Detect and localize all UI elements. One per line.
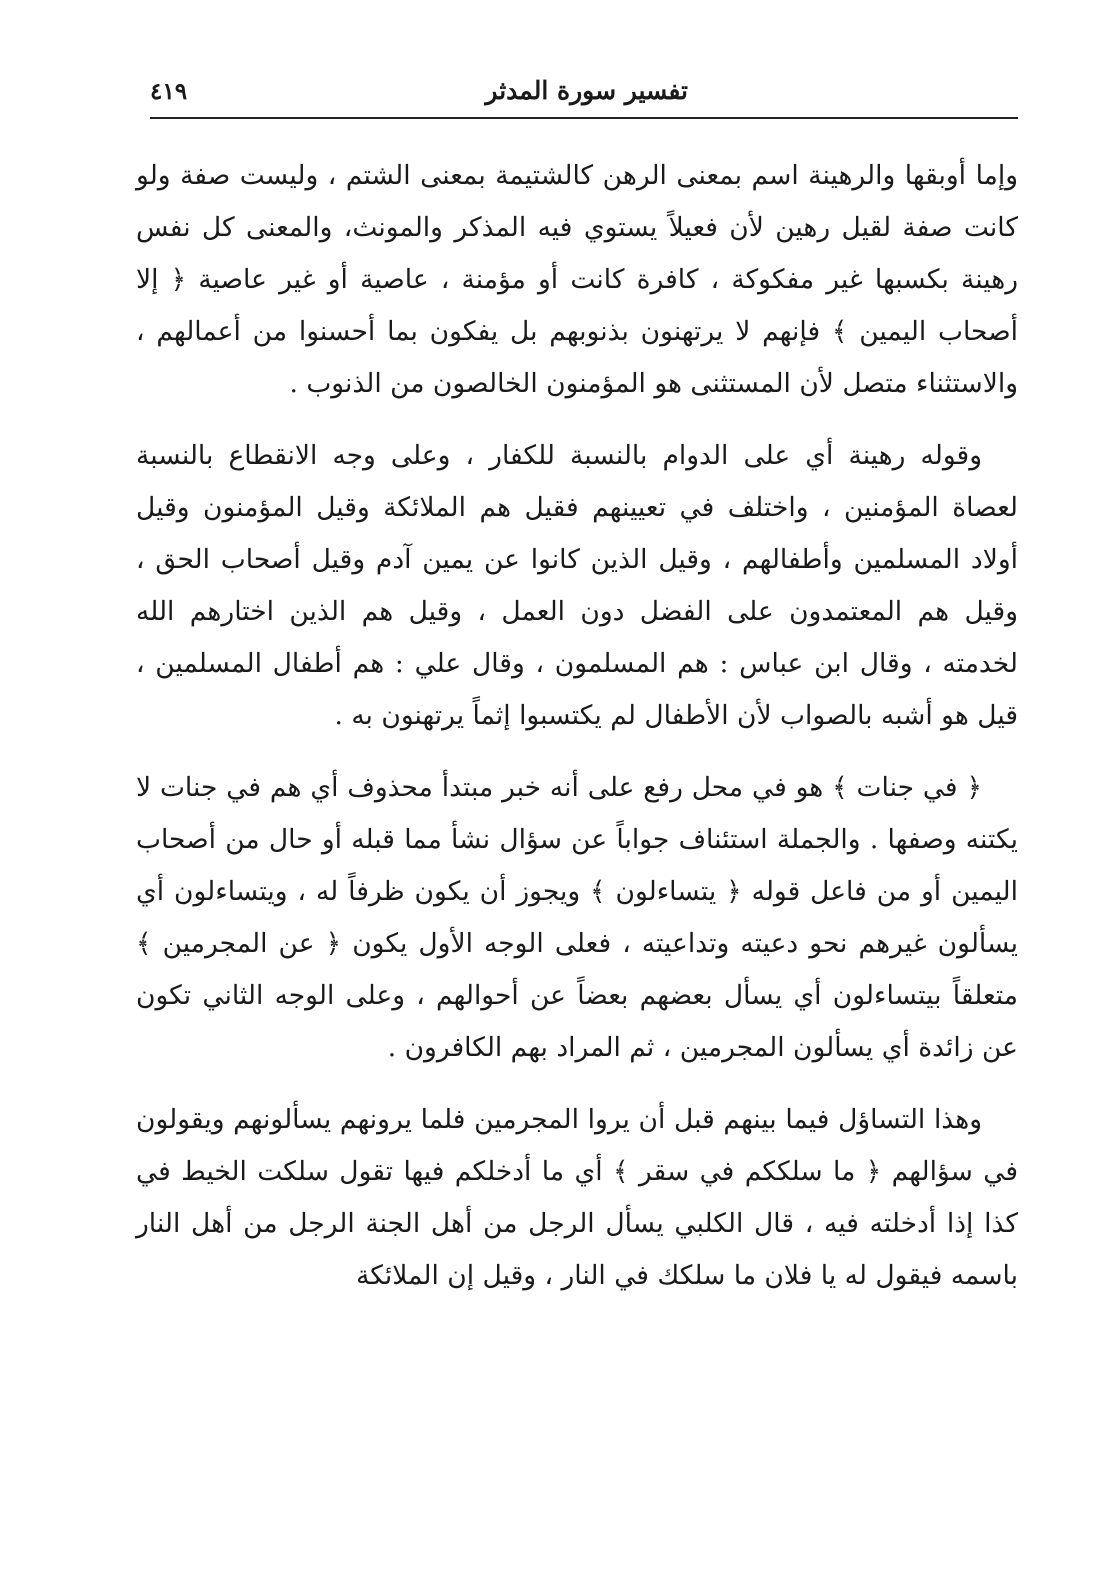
body-text xyxy=(136,150,1018,1302)
paragraph-3: ﴿ في جنات ﴾ هو في محل رفع على أنه خبر مبتدأ محذوف أي هم في جنات لا يكتنه وصفها . والجملة استئناف جواباً عن سؤال نشأ مما قبله أو حال من أصحاب اليمين أو من فاعل قوله ﴿ يتساءلون ﴾ ويجوز أن يكون ظرفاً له ، ويتساءلون أي يسألون غيرهم نحو دعيته وتداعيته ، فعلى الوجه الأول يكون ﴿ عن المجرمين ﴾ متعلقاً بيتساءلون أي يسأل بعضهم بعضاً عن أحوالهم ، وعلى الوجه الثاني تكون عن زائدة أي يسألون المجرمين ، ثم المراد بهم الكافرون . xyxy=(136,772,1018,1063)
header-title: تفسير سورة المدثر xyxy=(485,76,688,105)
header-divider xyxy=(150,117,1018,119)
running-header xyxy=(150,68,1018,114)
page-number: ٤١٩ xyxy=(150,78,188,105)
paragraph-4: وهذا التساؤل فيما بينهم قبل أن يروا المجرمين فلما يرونهم يسألونهم ويقولون في سؤالهم ﴿ ما سلككم في سقر ﴾ أي ما أدخلكم فيها تقول سلكت الخيط في كذا إذا أدخلته فيه ، قال الكلبي يسأل الرجل من أهل الجنة الرجل من أهل النار باسمه فيقول له يا فلان ما سلكك في النار ، وقيل إن الملائكة xyxy=(136,1104,1018,1291)
paragraph-2: وقوله رهينة أي على الدوام بالنسبة للكفار ، وعلى وجه الانقطاع بالنسبة لعصاة المؤمنين ، واختلف في تعيينهم فقيل هم الملائكة وقيل المؤمنون وقيل أولاد المسلمين وأطفالهم ، وقيل الذين كانوا عن يمين آدم وقيل أصحاب الحق ، وقيل هم المعتمدون على الفضل دون العمل ، وقيل هم الذين اختارهم الله لخدمته ، وقال ابن عباس : هم المسلمون ، وقال علي : هم أطفال المسلمين ، قيل هو أشبه بالصواب لأن الأطفال لم يكتسبوا إثماً يرتهنون به . xyxy=(136,440,1018,731)
paragraph-1: وإما أوبقها والرهينة اسم بمعنى الرهن كالشتيمة بمعنى الشتم ، وليست صفة ولو كانت صفة لقيل رهين لأن فعيلاً يستوي فيه المذكر والمونث، والمعنى كل نفس رهينة بكسبها غير مفكوكة ، كافرة كانت أو مؤمنة ، عاصية أو غير عاصية ﴿ إلا أصحاب اليمين ﴾ فإنهم لا يرتهنون بذنوبهم بل يفكون بما أحسنوا من أعمالهم ، والاستثناء متصل لأن المستثنى هو المؤمنون الخالصون من الذنوب . xyxy=(136,160,1018,399)
